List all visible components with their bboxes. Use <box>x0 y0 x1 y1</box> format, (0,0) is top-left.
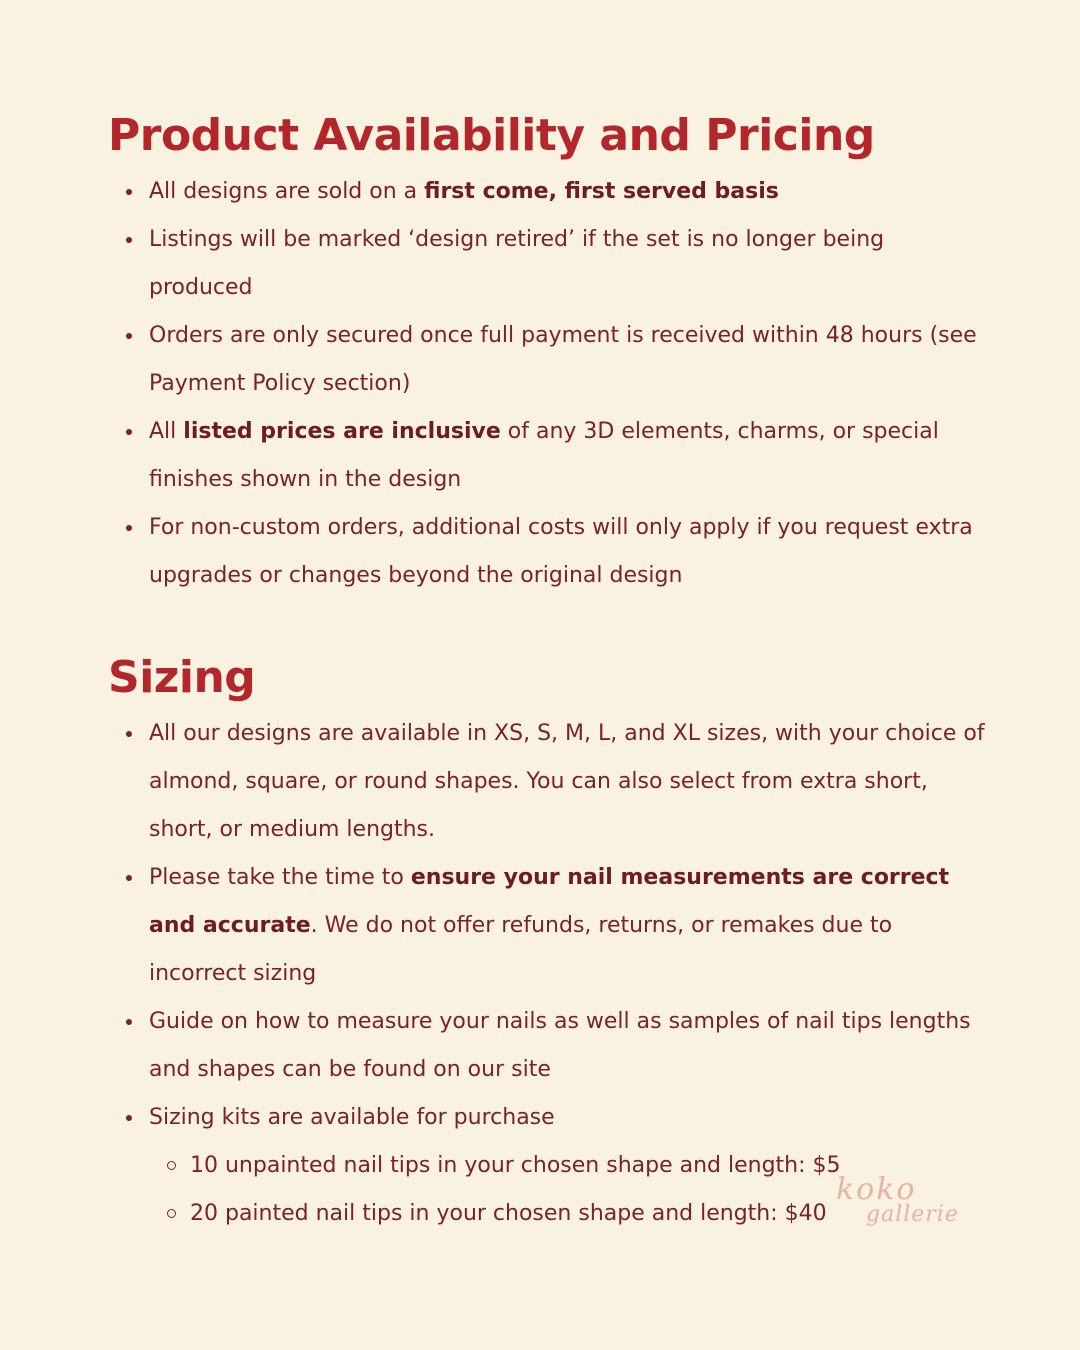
logo-text-top: koko <box>836 1172 917 1207</box>
list-item <box>108 710 988 854</box>
bullet-list-sizing <box>108 710 988 1238</box>
logo-text-bottom: gallerie <box>866 1202 959 1227</box>
sub-list-item: 20 painted nail tips in your chosen shape and length: $40 <box>149 1190 988 1238</box>
list-item <box>108 504 988 600</box>
list-item <box>108 408 988 504</box>
item-bold-text: ensure your nail measurements are correct and accurate <box>149 865 950 938</box>
section-product-availability <box>108 104 988 600</box>
list-item <box>108 312 988 408</box>
sub-list-item: 10 unpainted nail tips in your chosen shape and length: $5 <box>149 1142 988 1190</box>
section-title-sizing: Sizing <box>108 652 256 703</box>
item-text: Orders are only secured once full payment is received within 48 hours (see Payment Policy section) <box>149 323 977 396</box>
item-text: Guide on how to measure your nails as well as samples of nail tips lengths and shapes can be found on our site <box>149 1009 971 1082</box>
list-item <box>108 216 988 312</box>
item-text-after: . We do not offer refunds, returns, or remakes due to incorrect sizing <box>149 913 893 986</box>
item-text: Listings will be marked ‘design retired’ if the set is no longer being produced <box>149 227 885 300</box>
page-content <box>108 104 988 1238</box>
section-sizing <box>108 646 988 1238</box>
item-bold-text: first come, first served basis <box>424 179 779 204</box>
item-text: For non-custom orders, additional costs will only apply if you request extra upgrades or changes beyond the original design <box>149 515 973 588</box>
brand-logo <box>836 1172 976 1238</box>
list-item <box>108 854 988 998</box>
item-text: All our designs are available in XS, S, M, L, and XL sizes, with your choice of almond, square, or round shapes. You can also select from extra short, short, or medium lengths. <box>149 721 985 842</box>
item-bold-text: listed prices are inclusive <box>183 419 501 444</box>
item-text: Please take the time to <box>149 865 411 890</box>
item-text: All <box>149 419 184 444</box>
item-text: All designs are sold on a <box>149 179 425 204</box>
section-title-product-availability: Product Availability and Pricing <box>108 110 875 161</box>
list-item <box>108 998 988 1094</box>
bullet-list-product-availability <box>108 168 988 600</box>
list-item <box>108 168 988 216</box>
item-text-after: of any 3D elements, charms, or special finishes shown in the design <box>149 419 939 492</box>
item-text: Sizing kits are available for purchase <box>149 1105 555 1130</box>
